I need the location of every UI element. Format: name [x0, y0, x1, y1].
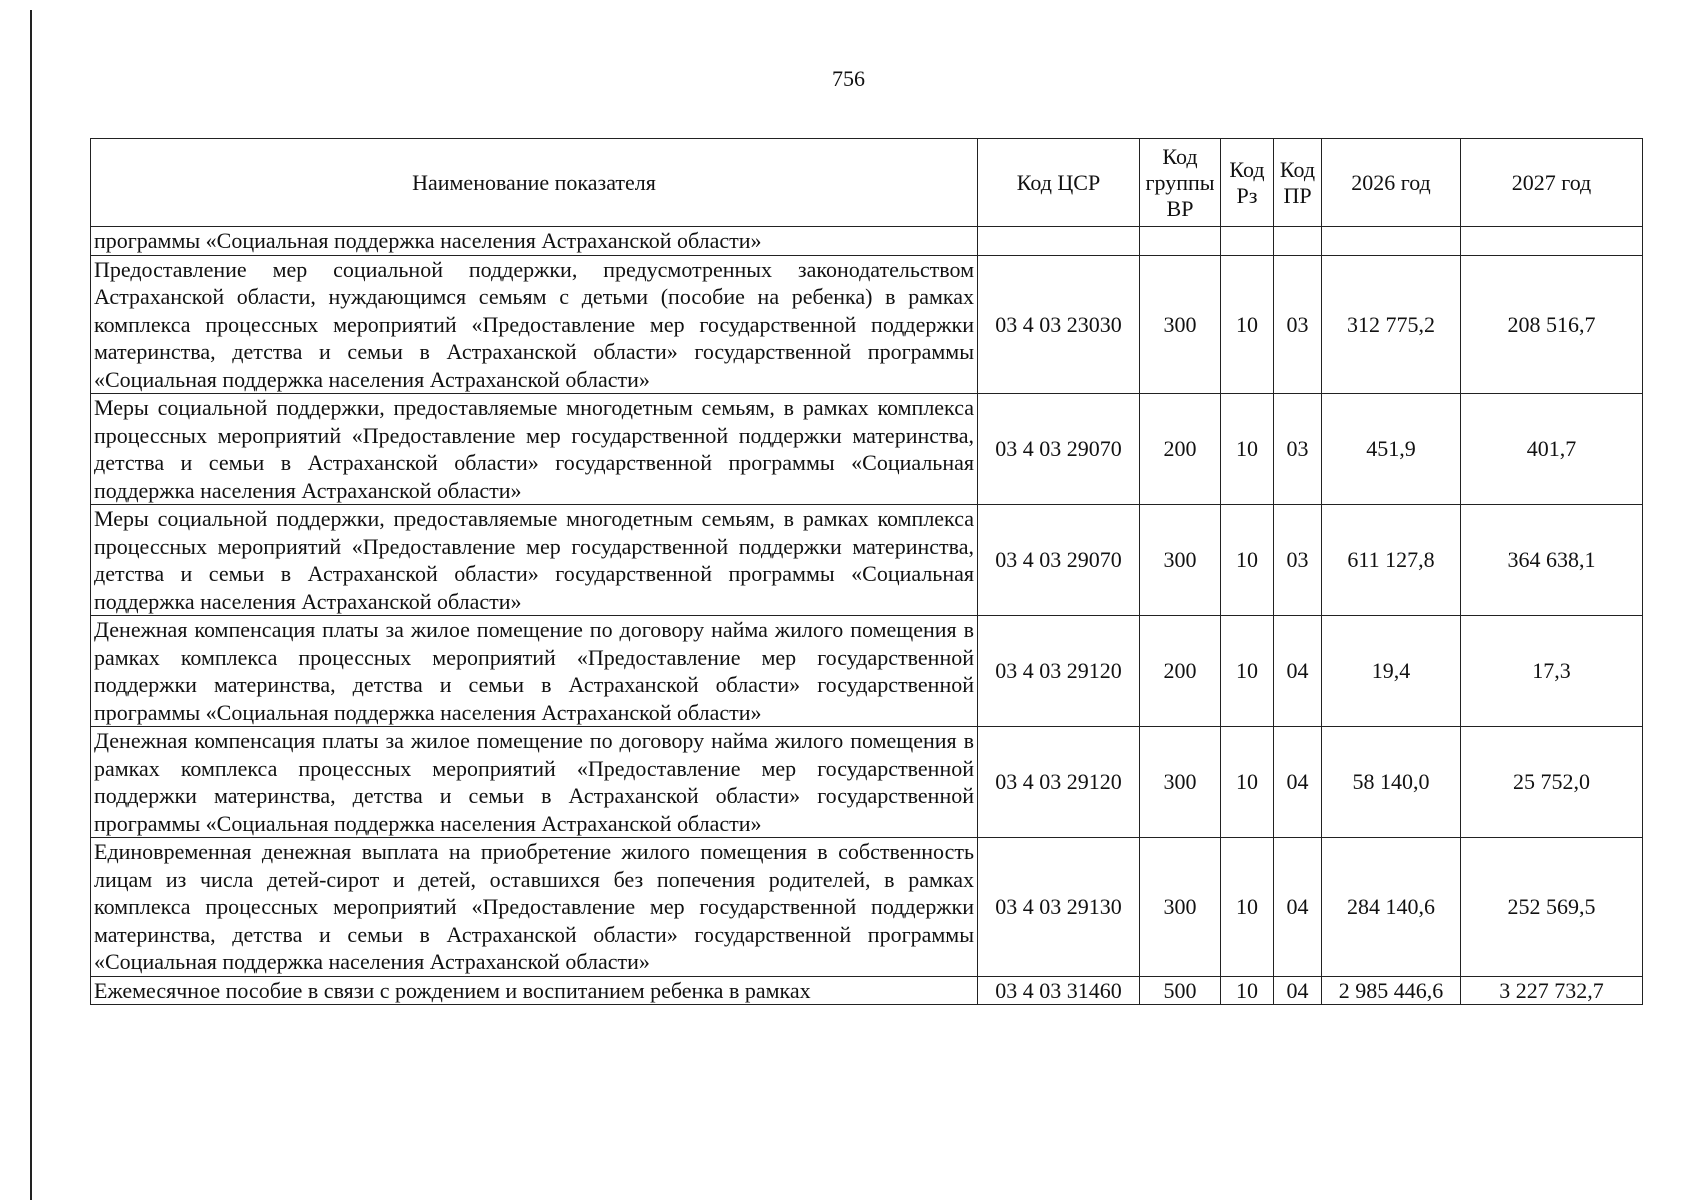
- table-row: [91, 727, 1643, 838]
- row-vr: 300: [1140, 838, 1221, 977]
- row-2027: 3 227 732,7: [1461, 976, 1643, 1005]
- row-pr: 03: [1274, 394, 1322, 505]
- budget-table: [90, 138, 1643, 1005]
- row-csr: 03 4 03 29130: [978, 838, 1140, 977]
- row-csr: 03 4 03 29120: [978, 727, 1140, 838]
- row-csr: 03 4 03 29120: [978, 616, 1140, 727]
- row-csr: 03 4 03 23030: [978, 255, 1140, 394]
- header-2027: 2027 год: [1461, 139, 1643, 227]
- header-rz: Код Рз: [1221, 139, 1274, 227]
- page-margin-line: [30, 10, 32, 1200]
- row-csr: 03 4 03 31460: [978, 976, 1140, 1005]
- row-name: Денежная компенсация платы за жилое помещение по договору найма жилого помещения в рамках комплекса процессных мероприятий «Предоставление мер государственной поддержки материнства, детства и семьи в Астраханской области» государственной программы «Социальная поддержка населения Астраханской области»: [91, 727, 978, 838]
- header-csr: Код ЦСР: [978, 139, 1140, 227]
- row-pr: 04: [1274, 616, 1322, 727]
- row-2027: 364 638,1: [1461, 505, 1643, 616]
- row-pr: 04: [1274, 727, 1322, 838]
- row-rz: 10: [1221, 976, 1274, 1005]
- row-pr: 03: [1274, 255, 1322, 394]
- header-2026: 2026 год: [1322, 139, 1461, 227]
- row-rz: 10: [1221, 838, 1274, 977]
- row-2027: 17,3: [1461, 616, 1643, 727]
- row-pr: 04: [1274, 838, 1322, 977]
- header-vr: Код группы ВР: [1140, 139, 1221, 227]
- header-name: Наименование показателя: [91, 139, 978, 227]
- row-rz: 10: [1221, 727, 1274, 838]
- row-2027: [1461, 227, 1643, 256]
- row-vr: 200: [1140, 616, 1221, 727]
- row-2026: [1322, 227, 1461, 256]
- page-number: 756: [832, 66, 865, 91]
- row-vr: 200: [1140, 394, 1221, 505]
- row-vr: 300: [1140, 727, 1221, 838]
- row-rz: [1221, 227, 1274, 256]
- table-row: [91, 976, 1643, 1005]
- table-header-row: [91, 139, 1643, 227]
- row-2026: 312 775,2: [1322, 255, 1461, 394]
- row-2027: 25 752,0: [1461, 727, 1643, 838]
- row-vr: 300: [1140, 505, 1221, 616]
- row-csr: 03 4 03 29070: [978, 505, 1140, 616]
- table-row: [91, 616, 1643, 727]
- row-name: программы «Социальная поддержка населения Астраханской области»: [91, 227, 978, 256]
- row-2026: 611 127,8: [1322, 505, 1461, 616]
- row-2026: 19,4: [1322, 616, 1461, 727]
- row-rz: 10: [1221, 616, 1274, 727]
- row-2026: 58 140,0: [1322, 727, 1461, 838]
- row-2027: 252 569,5: [1461, 838, 1643, 977]
- row-name: Денежная компенсация платы за жилое помещение по договору найма жилого помещения в рамках комплекса процессных мероприятий «Предоставление мер государственной поддержки материнства, детства и семьи в Астраханской области» государственной программы «Социальная поддержка населения Астраханской области»: [91, 616, 978, 727]
- row-2026: 2 985 446,6: [1322, 976, 1461, 1005]
- row-2026: 451,9: [1322, 394, 1461, 505]
- row-pr: 04: [1274, 976, 1322, 1005]
- row-name: Меры социальной поддержки, предоставляемые многодетным семьям, в рамках комплекса процессных мероприятий «Предоставление мер государственной поддержки материнства, детства и семьи в Астраханской области» государственной программы «Социальная поддержка населения Астраханской области»: [91, 394, 978, 505]
- table-row: [91, 838, 1643, 977]
- row-name: Предоставление мер социальной поддержки, предусмотренных законодательством Астраханской области, нуждающимся семьям с детьми (пособие на ребенка) в рамках комплекса процессных мероприятий «Предоставление мер государственной поддержки материнства, детства и семьи в Астраханской области» государственной программы «Социальная поддержка населения Астраханской области»: [91, 255, 978, 394]
- table-row: [91, 255, 1643, 394]
- row-rz: 10: [1221, 255, 1274, 394]
- table-row: [91, 505, 1643, 616]
- table-row: [91, 394, 1643, 505]
- row-vr: [1140, 227, 1221, 256]
- row-2026: 284 140,6: [1322, 838, 1461, 977]
- table-row: [91, 227, 1643, 256]
- row-name: Ежемесячное пособие в связи с рождением и воспитанием ребенка в рамках: [91, 976, 978, 1005]
- row-rz: 10: [1221, 394, 1274, 505]
- row-csr: [978, 227, 1140, 256]
- row-rz: 10: [1221, 505, 1274, 616]
- header-pr: Код ПР: [1274, 139, 1322, 227]
- row-csr: 03 4 03 29070: [978, 394, 1140, 505]
- row-vr: 500: [1140, 976, 1221, 1005]
- row-name: Меры социальной поддержки, предоставляемые многодетным семьям, в рамках комплекса процессных мероприятий «Предоставление мер государственной поддержки материнства, детства и семьи в Астраханской области» государственной программы «Социальная поддержка населения Астраханской области»: [91, 505, 978, 616]
- row-pr: 03: [1274, 505, 1322, 616]
- row-pr: [1274, 227, 1322, 256]
- row-vr: 300: [1140, 255, 1221, 394]
- row-2027: 208 516,7: [1461, 255, 1643, 394]
- row-name: Единовременная денежная выплата на приобретение жилого помещения в собственность лицам из числа детей-сирот и детей, оставшихся без попечения родителей, в рамках комплекса процессных мероприятий «Предоставление мер государственной поддержки материнства, детства и семьи в Астраханской области» государственной программы «Социальная поддержка населения Астраханской области»: [91, 838, 978, 977]
- row-2027: 401,7: [1461, 394, 1643, 505]
